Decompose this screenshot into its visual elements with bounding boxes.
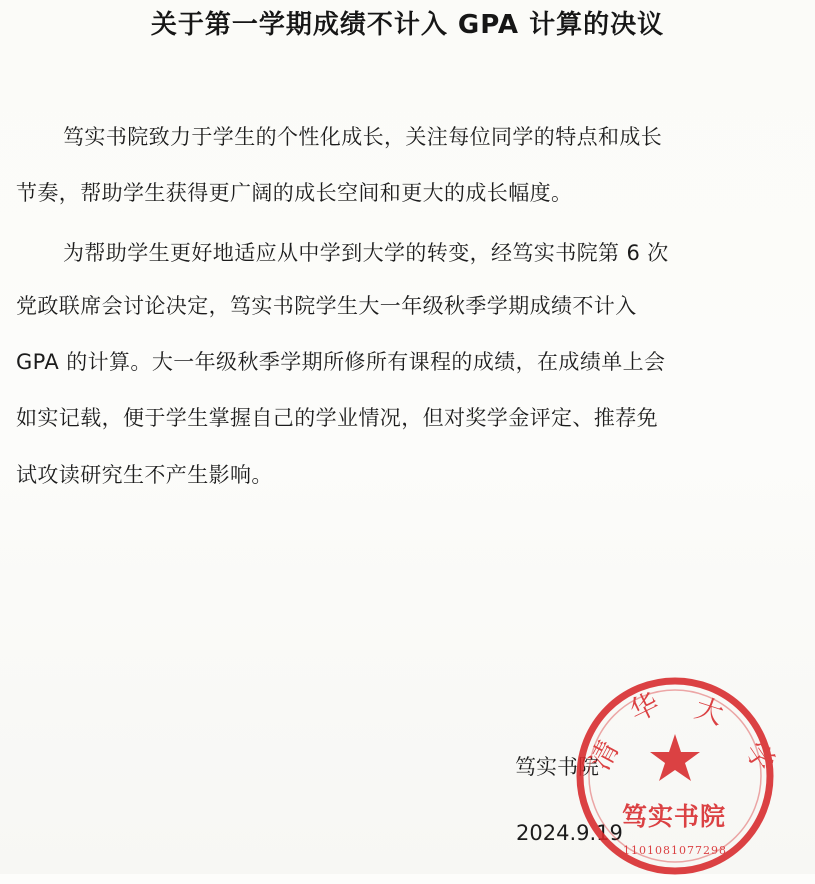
date-text: 2024.9.19 <box>516 821 623 845</box>
seal-arc-char-4: 学 <box>738 735 782 778</box>
seal-name: 笃实书院 <box>621 802 727 831</box>
star-icon <box>650 734 700 781</box>
seal-arc-char-1: 清 <box>583 735 626 776</box>
seal-code: 1101081077298 <box>623 844 727 857</box>
document-title: 关于第一学期成绩不计入 GPA 计算的决议 <box>150 10 665 40</box>
paragraph-2-line-1: 为帮助学生更好地适应从中学到大学的转变，经笃实书院第 6 次 <box>63 241 669 265</box>
signature-text: 笃实书院 <box>515 755 599 779</box>
seal-arc-char-3: 大 <box>690 691 728 732</box>
seal-arc-char-2: 华 <box>624 686 665 729</box>
official-seal-stamp <box>562 668 788 884</box>
paragraph-2-line-2: 党政联席会讨论决定，笃实书院学生大一年级秋季学期成绩不计入 <box>16 294 637 318</box>
paragraph-2-line-5: 试攻读研究生不产生影响。 <box>16 463 273 487</box>
paragraph-1-line-1: 笃实书院致力于学生的个性化成长，关注每位同学的特点和成长 <box>63 125 663 149</box>
paragraph-2-line-4: 如实记载，便于学生掌握自己的学业情况，但对奖学金评定、推荐免 <box>16 406 658 430</box>
paragraph-1-line-2: 节奏，帮助学生获得更广阔的成长空间和更大的成长幅度。 <box>16 181 573 205</box>
paragraph-2-line-3: GPA 的计算。大一年级秋季学期所修所有课程的成绩，在成绩单上会 <box>16 350 666 374</box>
